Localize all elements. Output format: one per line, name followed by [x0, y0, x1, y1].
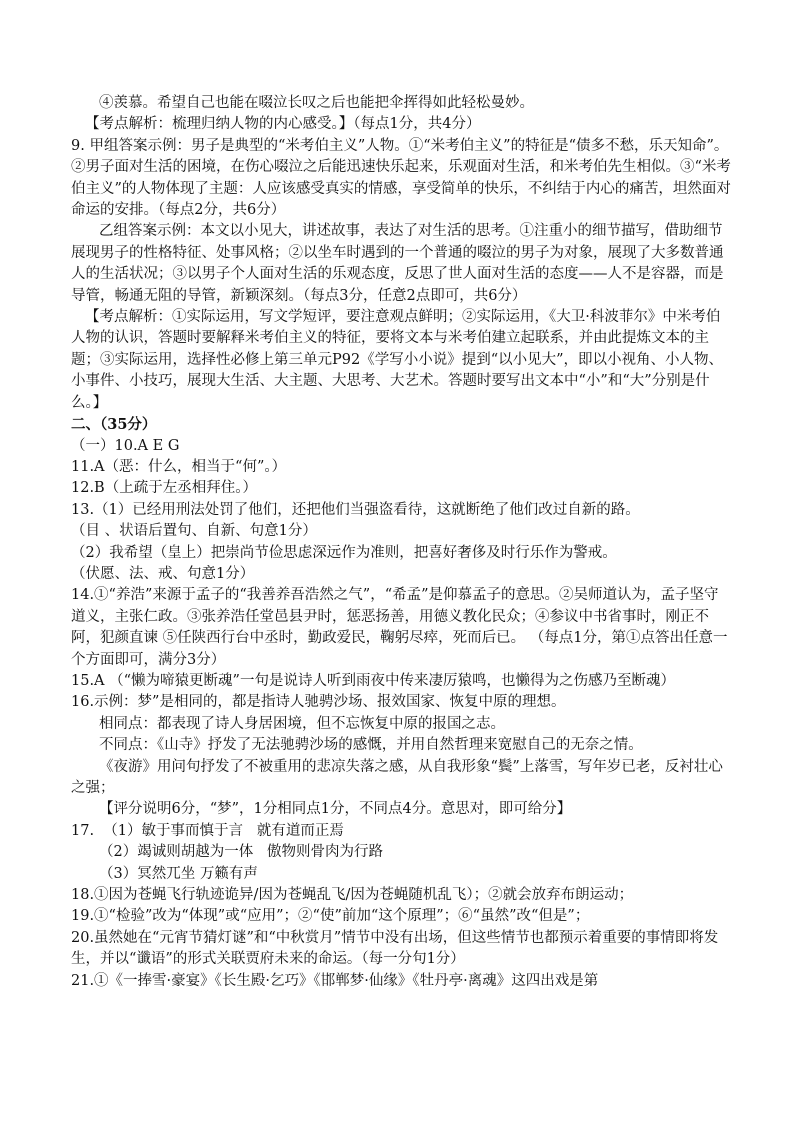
answer-14: 14.①“养浩”来源于孟子的“我善养吾浩然之气”，“希孟”是仰慕孟子的意思。②吴师道认为，孟子坚守道义，主张仁政。③张养浩任堂邑县尹时，惩恶扬善，用德义教化民众；④参议中书省事时，刚正不阿，犯颜直谏 ⑤任陕西行台中丞时，勤政爱民，鞠躬尽瘁，死而后已。 （每点1分，第①点答出任意一个方面即可，满分3分） — [71, 587, 728, 668]
answer-13-2: （2）我希望（皇上）把崇尚节俭思虑深远作为准则，把喜好奢侈及时行乐作为警戒。 — [71, 544, 617, 561]
answer-12: 12.B（上疏于左丞相拜住。） — [71, 480, 257, 497]
answer-19: 19.①“检验”改为“体现”或“应用”；②“使”前加“这个原理”；⑥“虽然”改“但是”； — [71, 908, 590, 925]
answer-15: 15.A （“懒为啼猿更断魂”一句是说诗人听到雨夜中传来凄厉猿鸣，也懒得为之伤感乃至断魂） — [71, 672, 675, 689]
answer-16-difference: 不同点：《山寺》抒发了无法驰骋沙场的感慨，并用自然哲理来宽慰自己的无奈之情。 — [99, 737, 643, 754]
answer-18: 18.①因为苍蝇飞行轨迹诡异/因为苍蝇乱飞/因为苍蝇随机乱飞）；②就会放弃布朗运动； — [71, 887, 634, 904]
section-heading-2: 二、（35分） — [71, 416, 157, 434]
answer-16-similarity: 相同点：都表现了诗人身居困境，但不忘恢复中原的报国之志。 — [99, 715, 505, 732]
answer-20: 20.虽然她在“元宵节猜灯谜”和“中秋赏月”情节中没有出场，但这些情节也都预示着重要的事情即将发生，并以“谶语”的形式关联贾府未来的命运。（每一分句1分） — [71, 929, 719, 968]
answer-9-group-a: 9. 甲组答案示例：男子是典型的“米考伯主义”人物。①“米考伯主义”的特征是“债多不愁，乐天知命”。②男子面对生活的困境，在伤心啜泣之后能迅速快乐起来，乐观面对生活，和米考伯先生相似。③“米考伯主义”的人物体现了主题：人应该感受真实的情感，享受简单的快乐，不纠结于内心的痛苦，坦然面对命运的安排。（每点2分，共6分） — [71, 137, 731, 219]
answer-9-group-b: 乙组答案示例：本文以小见大，讲述故事，表达了对生活的思考。①注重小的细节描写，借助细节展现男子的性格特征、处事风格；②以坐车时遇到的一个普通的啜泣的男子为对象，展现了大多数普通人的生活状况；③以男子个人面对生活的乐观态度，反思了世人面对生活的态度——人不是容器，而是导管，畅通无阻的导管，新颖深刻。（每点3分，任意2点即可，共6分） — [71, 223, 724, 304]
answer-17-3: （3）冥然兀坐 万籁有声 — [99, 865, 258, 882]
scoring-13-2: （伏愿、法、戒、句意1分） — [71, 565, 255, 582]
answer-line-8-4: ④羡慕。希望自己也能在啜泣长叹之后也能把伞挥得如此轻松曼妙。 — [99, 95, 534, 111]
answer-17-2: （2）竭诚则胡越为一体 傲物则骨肉为行路 — [99, 844, 384, 861]
answer-10: （一）10.A E G — [71, 437, 180, 454]
answer-17-1: 17. （1）敏于事而慎于言 就有道而正焉 — [71, 822, 344, 839]
answer-16: 16.示例：梦”是相同的，都是指诗人驰骋沙场、报效国家、恢复中原的理想。 — [71, 694, 566, 711]
answer-16-difference-2: 《夜游》用问句抒发了不被重用的悲凉失落之感，从自我形象“鬓”上落雪，写年岁已老，反衬壮心之强； — [71, 758, 723, 796]
answer-13-1: 13.（1）已经用刑法处罚了他们，还把他们当强盗看待，这就断绝了他们改过自新的路。 — [71, 501, 640, 518]
answer-11: 11.A（恶：什么，相当于“何”。） — [71, 458, 287, 475]
analysis-9: 【考点解析：①实际运用，写文学短评，要注意观点鲜明；②实际运用，《大卫·科波菲尔》中米考伯人物的认识，答题时要解释米考伯主义的特征，要将文本与米考伯建立起联系，并由此提炼文本的主题；③实际运用，选择性必修上第三单元P92《学写小小说》提到“以小见大”，即以小视角、小人物、小事件、小技巧，展现大生活、大主题、大思考、大艺术。答题时要写出文本中“小”和“大”分别是什么。】 — [71, 309, 724, 411]
scoring-13-1: （目 、状语后置句、自新、句意1分） — [71, 523, 317, 540]
analysis-8: 【考点解析：梳理归纳人物的内心感受。】（每点1分，共4分） — [85, 116, 481, 133]
answer-21: 21.①《一捧雪·豪宴》《长生殿·乞巧》《邯郸梦·仙缘》《牡丹亭·离魂》这四出戏是第 — [71, 972, 599, 989]
answer-key-document — [71, 93, 731, 992]
scoring-16: 【评分说明6分，“梦”，1分相同点1分，不同点4分。意思对，即可给分】 — [99, 801, 572, 818]
